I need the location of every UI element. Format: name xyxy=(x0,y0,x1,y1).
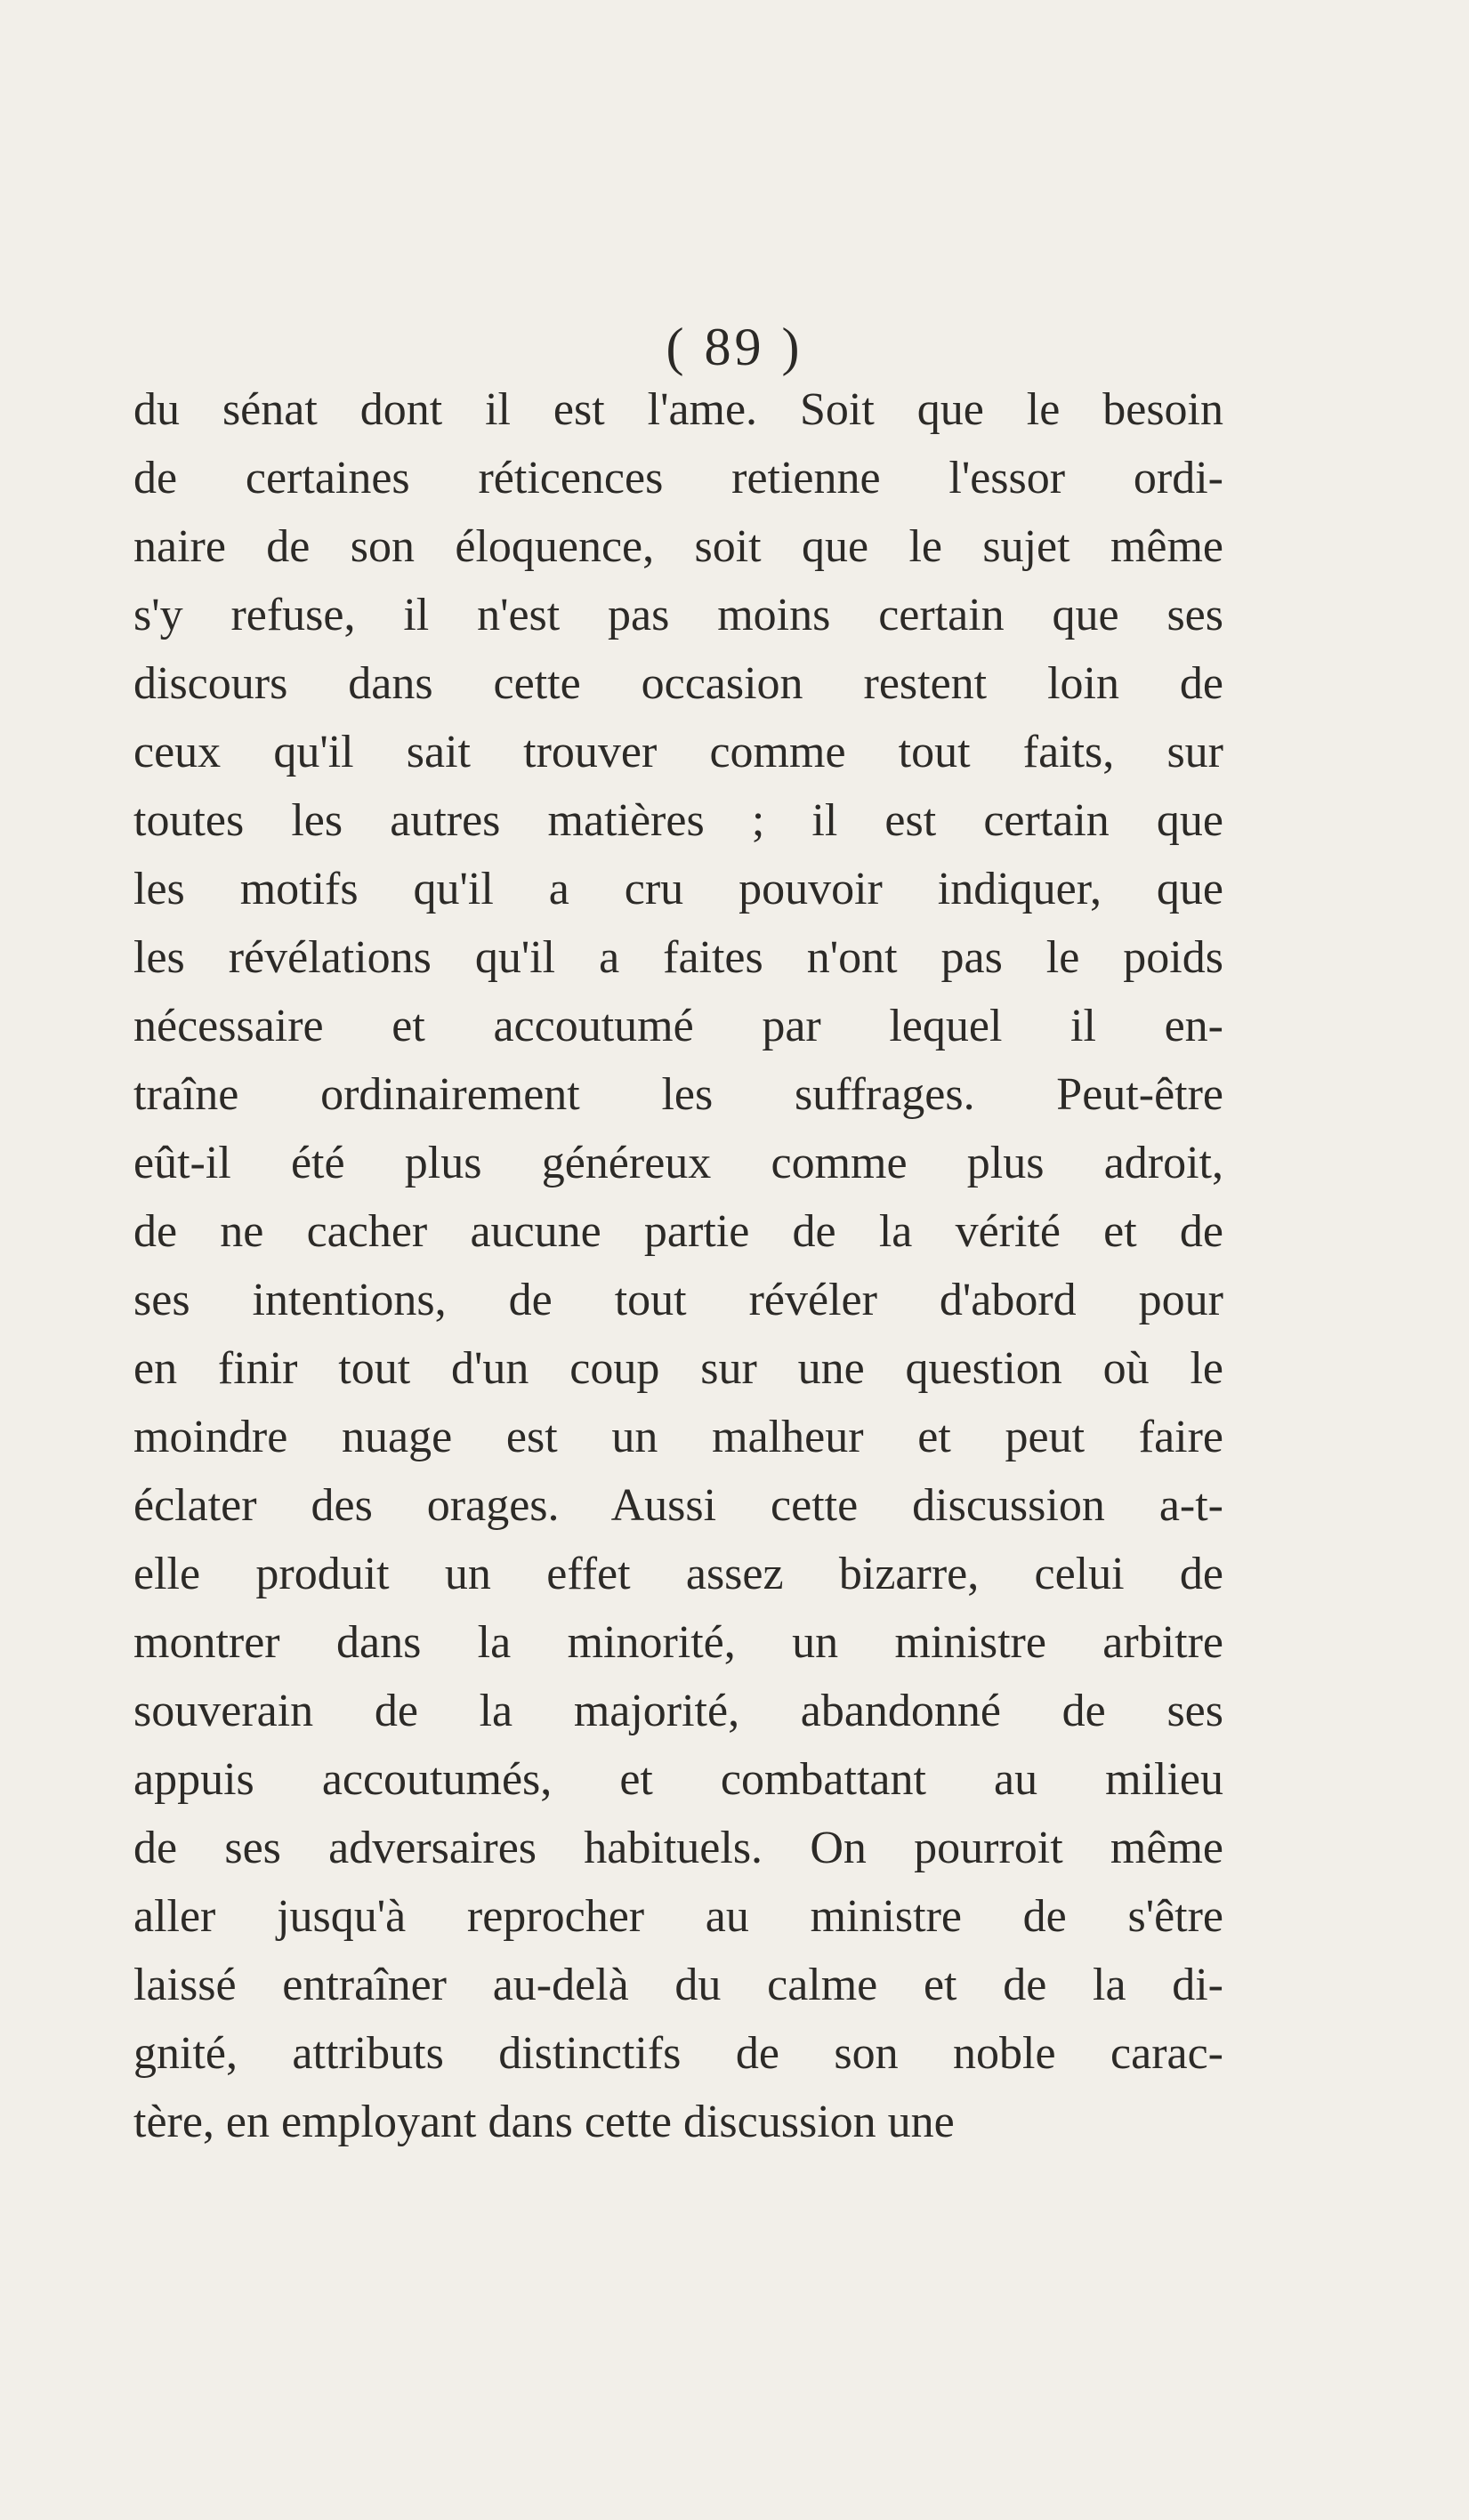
text-line: tère, en employant dans cette discussion une xyxy=(133,2097,955,2147)
text-line: les motifs qu'il a cru pouvoir indiquer, que xyxy=(133,864,1223,914)
text-line: souverain de la majorité, abandonné de ses xyxy=(133,1686,1223,1736)
text-line: ceux qu'il sait trouver comme tout faits, sur xyxy=(133,727,1223,777)
text-line: aller jusqu'à reprocher au ministre de s'être xyxy=(133,1891,1223,1942)
text-line: du sénat dont il est l'ame. Soit que le besoin xyxy=(133,384,1223,435)
text-line: éclater des orages. Aussi cette discussion a-t- xyxy=(133,1480,1223,1531)
text-line: s'y refuse, il n'est pas moins certain que ses xyxy=(133,590,1223,640)
text-line: de certaines réticences retienne l'essor ordi- xyxy=(133,453,1223,503)
text-line: gnité, attributs distinctifs de son noble carac- xyxy=(133,2028,1223,2079)
text-line: elle produit un effet assez bizarre, celui de xyxy=(133,1549,1223,1599)
text-line: montrer dans la minorité, un ministre arbitre xyxy=(133,1617,1223,1668)
text-line: moindre nuage est un malheur et peut faire xyxy=(133,1412,1223,1462)
text-line: nécessaire et accoutumé par lequel il en- xyxy=(133,1001,1223,1051)
text-line: traîne ordinairement les suffrages. Peut-être xyxy=(133,1069,1223,1120)
text-line: toutes les autres matières ; il est certain que xyxy=(133,795,1223,846)
text-line: de ses adversaires habituels. On pourroit même xyxy=(133,1823,1223,1873)
text-line: les révélations qu'il a faites n'ont pas le poids xyxy=(133,932,1223,983)
page-number: ( 89 ) xyxy=(666,318,803,376)
text-line: ses intentions, de tout révéler d'abord pour xyxy=(133,1275,1223,1325)
body-text xyxy=(133,375,1223,2156)
text-line: de ne cacher aucune partie de la vérité et de xyxy=(133,1206,1223,1257)
text-line: laissé entraîner au-delà du calme et de la di- xyxy=(133,1960,1223,2010)
text-line: discours dans cette occasion restent loin de xyxy=(133,658,1223,709)
text-line: naire de son éloquence, soit que le sujet même xyxy=(133,521,1223,572)
text-line: en finir tout d'un coup sur une question où le xyxy=(133,1343,1223,1394)
text-line: eût-il été plus généreux comme plus adroit, xyxy=(133,1138,1223,1188)
text-line: appuis accoutumés, et combattant au milieu xyxy=(133,1754,1223,1805)
